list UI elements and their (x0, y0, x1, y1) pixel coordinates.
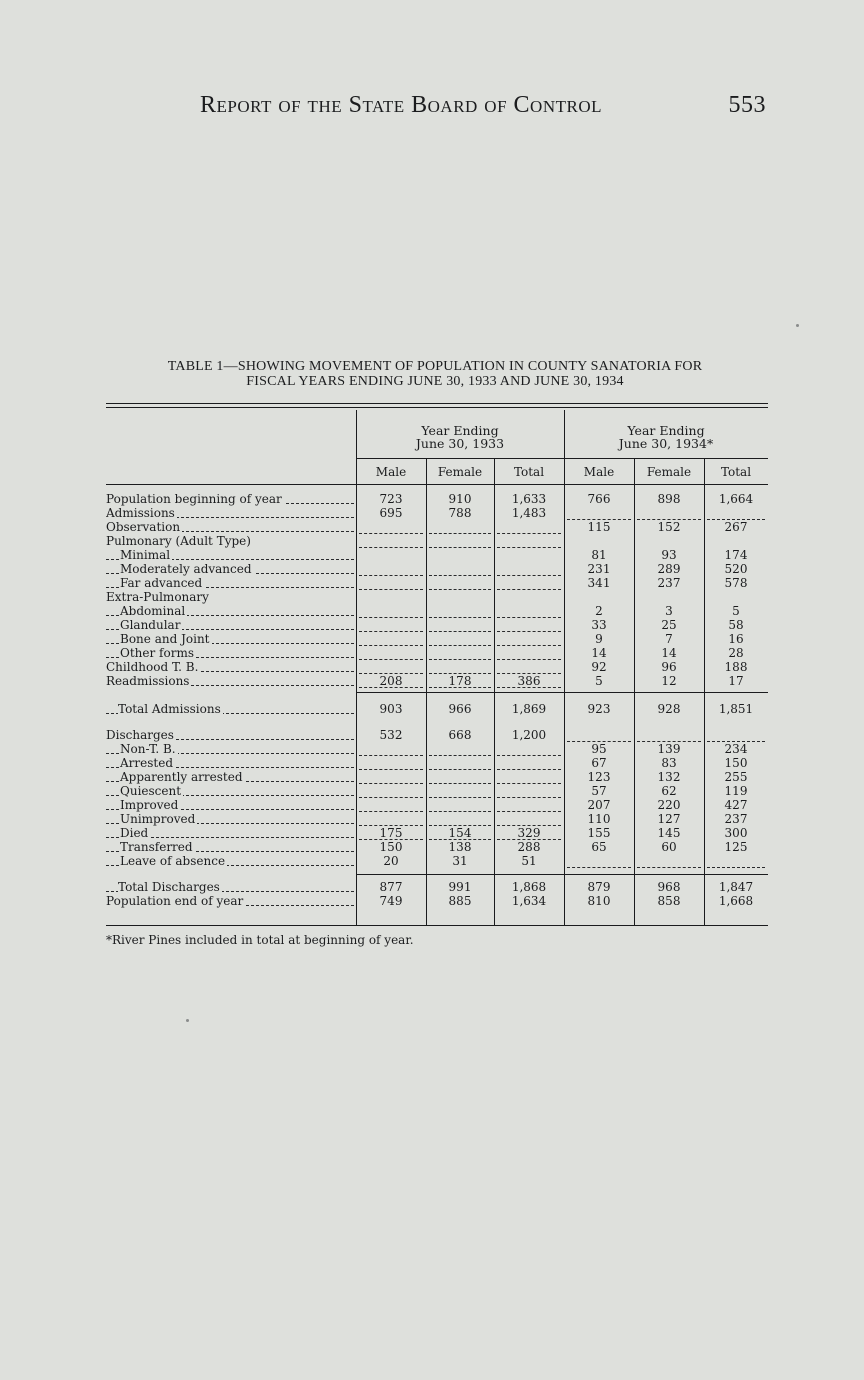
row-label: Population beginning of year (106, 493, 354, 506)
empty-cell-dash (359, 687, 423, 688)
empty-cell-dash (359, 547, 423, 548)
table-cell: 139 (657, 742, 681, 756)
table-cell: 220 (657, 798, 681, 812)
table-cell: 123 (587, 770, 611, 784)
column-header: Female (646, 465, 692, 479)
table-cell: 255 (724, 770, 748, 784)
empty-cell-dash (359, 811, 423, 812)
table-cell: 150 (379, 840, 403, 854)
empty-cell-dash (429, 617, 491, 618)
table-cell: 33 (591, 618, 607, 632)
empty-cell-dash (497, 617, 561, 618)
empty-cell-dash (429, 631, 491, 632)
year-group-header (564, 424, 768, 450)
table-cell: 81 (591, 548, 607, 562)
table-cell: 115 (587, 520, 611, 534)
empty-cell-dash (497, 589, 561, 590)
page-header (200, 92, 766, 126)
table-cell: 723 (379, 492, 403, 506)
table-cell: 766 (587, 492, 611, 506)
empty-cell-dash (429, 769, 491, 770)
table-cell: 877 (379, 880, 403, 894)
table-cell: 110 (587, 812, 611, 826)
table-cell: 749 (379, 894, 403, 908)
table-cell: 668 (448, 728, 472, 742)
row-label: Moderately advanced (106, 563, 354, 576)
table-cell: 31 (452, 854, 468, 868)
column-header: Male (375, 465, 407, 479)
table-cell: 966 (448, 702, 472, 716)
table-cell: 96 (661, 660, 677, 674)
table-cell: 885 (448, 894, 472, 908)
table-cell: 898 (657, 492, 681, 506)
table-cell: 578 (724, 576, 748, 590)
table-cell: 532 (379, 728, 403, 742)
table-cell: 62 (661, 784, 677, 798)
table-cell: 267 (724, 520, 748, 534)
table-cell: 3 (665, 604, 673, 618)
paper-speck (796, 324, 799, 327)
row-label: Population end of year (106, 895, 354, 908)
table-cell: 92 (591, 660, 607, 674)
row-label: Arrested (106, 757, 354, 770)
row-label: Minimal (106, 549, 354, 562)
table-cell: 67 (591, 756, 607, 770)
table-cell: 234 (724, 742, 748, 756)
table-cell: 175 (379, 826, 403, 840)
empty-cell-dash (497, 687, 561, 688)
table-cell: 12 (661, 674, 677, 688)
empty-cell-dash (429, 783, 491, 784)
table-cell: 1,851 (718, 702, 754, 716)
empty-cell-dash (497, 547, 561, 548)
column-header: Total (513, 465, 545, 479)
row-label: Unimproved (106, 813, 354, 826)
empty-cell-dash (497, 575, 561, 576)
column-header-rule (356, 458, 768, 459)
empty-cell-dash (497, 783, 561, 784)
table-cell: 7 (665, 632, 673, 646)
row-label: Glandular (106, 619, 354, 632)
empty-cell-dash (497, 755, 561, 756)
group-header-line-1: Year Ending (627, 423, 705, 438)
discharges-subtotal-rule (356, 874, 768, 875)
table-cell: 2 (595, 604, 603, 618)
table-cell: 237 (657, 576, 681, 590)
row-label: Childhood T. B. (106, 661, 354, 674)
row-label: Bone and Joint (106, 633, 354, 646)
table-cell: 208 (379, 674, 403, 688)
table-cell: 127 (657, 812, 681, 826)
table-cell: 695 (379, 506, 403, 520)
empty-cell-dash (359, 631, 423, 632)
table-cell: 16 (728, 632, 744, 646)
table-cell: 288 (517, 840, 541, 854)
table-cell: 903 (379, 702, 403, 716)
row-label: Died (106, 827, 354, 840)
table-cell: 1,847 (718, 880, 754, 894)
empty-cell-dash (497, 645, 561, 646)
table-cell: 231 (587, 562, 611, 576)
caption-line-2: FISCAL YEARS ENDING JUNE 30, 1933 AND JUNE 30, 1934 (246, 374, 624, 389)
empty-cell-dash (429, 533, 491, 534)
row-label: Improved (106, 799, 354, 812)
table-cell: 386 (517, 674, 541, 688)
table-cell: 58 (728, 618, 744, 632)
empty-cell-dash (429, 575, 491, 576)
empty-cell-dash (359, 755, 423, 756)
table-cell: 991 (448, 880, 472, 894)
table-cell: 93 (661, 548, 677, 562)
table-cell: 928 (657, 702, 681, 716)
row-label: Transferred (106, 841, 354, 854)
table-cell: 237 (724, 812, 748, 826)
table-cell: 83 (661, 756, 677, 770)
table-cell: 9 (595, 632, 603, 646)
table-cell: 155 (587, 826, 611, 840)
table-cell: 174 (724, 548, 748, 562)
year-group-header (356, 424, 564, 450)
table-cell: 150 (724, 756, 748, 770)
column-header: Female (437, 465, 483, 479)
table-cell: 28 (728, 646, 744, 660)
row-label: Admissions (106, 507, 354, 520)
table-cell: 125 (724, 840, 748, 854)
table-cell: 1,668 (718, 894, 754, 908)
row-label: Total Admissions (106, 703, 354, 716)
table-cell: 858 (657, 894, 681, 908)
empty-cell-dash (359, 533, 423, 534)
empty-cell-dash (429, 811, 491, 812)
table-cell: 95 (591, 742, 607, 756)
table-cell: 14 (661, 646, 677, 660)
table-cell: 1,868 (511, 880, 547, 894)
footnote: *River Pines included in total at beginning of year. (106, 933, 414, 947)
empty-cell-dash (637, 867, 701, 868)
empty-cell-dash (429, 797, 491, 798)
table-top-rule (106, 407, 768, 408)
table-cell: 57 (591, 784, 607, 798)
table-cell: 188 (724, 660, 748, 674)
empty-cell-dash (359, 575, 423, 576)
table-cell: 329 (517, 826, 541, 840)
group-header-line-2: June 30, 1933 (415, 436, 505, 451)
table-cell: 178 (448, 674, 472, 688)
empty-cell-dash (497, 659, 561, 660)
empty-cell-dash (497, 811, 561, 812)
table-cell: 132 (657, 770, 681, 784)
paper-speck (186, 1019, 189, 1022)
table-caption (96, 359, 774, 389)
empty-cell-dash (497, 533, 561, 534)
column-header: Male (583, 465, 615, 479)
empty-cell-dash (359, 797, 423, 798)
row-label: Readmissions (106, 675, 354, 688)
row-label: Far advanced (106, 577, 354, 590)
row-label: Total Discharges (106, 881, 354, 894)
empty-cell-dash (429, 589, 491, 590)
caption-line-1: TABLE 1—SHOWING MOVEMENT OF POPULATION IN COUNTY SANATORIA FOR (167, 359, 703, 374)
empty-cell-dash (497, 797, 561, 798)
table-cell: 60 (661, 840, 677, 854)
empty-cell-dash (429, 659, 491, 660)
column-header: Total (720, 465, 752, 479)
table-cell: 207 (587, 798, 611, 812)
table-cell: 520 (724, 562, 748, 576)
admissions-subtotal-rule (356, 692, 768, 693)
table-cell: 1,634 (511, 894, 547, 908)
table-cell: 5 (595, 674, 603, 688)
row-label: Other forms (106, 647, 354, 660)
empty-cell-dash (359, 589, 423, 590)
empty-cell-dash (429, 755, 491, 756)
row-label: Leave of absence (106, 855, 354, 868)
empty-cell-dash (429, 687, 491, 688)
group-header-line-2: June 30, 1934* (618, 436, 714, 451)
page-number: 553 (728, 92, 766, 118)
row-label: Apparently arrested (106, 771, 354, 784)
table-cell: 810 (587, 894, 611, 908)
table-cell: 65 (591, 840, 607, 854)
table-cell: 154 (448, 826, 472, 840)
table-cell: 1,633 (511, 492, 547, 506)
table-cell: 152 (657, 520, 681, 534)
row-label: Discharges (106, 729, 354, 742)
row-label: Observation (106, 521, 354, 534)
table-cell: 300 (724, 826, 748, 840)
empty-cell-dash (497, 769, 561, 770)
table-cell: 968 (657, 880, 681, 894)
table-cell: 25 (661, 618, 677, 632)
table-cell: 427 (724, 798, 748, 812)
table-cell: 14 (591, 646, 607, 660)
table-cell: 17 (728, 674, 744, 688)
table-cell: 119 (724, 784, 748, 798)
table-cell: 910 (448, 492, 472, 506)
header-bottom-rule (106, 484, 768, 485)
group-header-line-1: Year Ending (421, 423, 499, 438)
empty-cell-dash (497, 631, 561, 632)
row-label: Pulmonary (Adult Type) (106, 535, 251, 548)
table-cell: 145 (657, 826, 681, 840)
row-label: Extra-Pulmonary (106, 591, 209, 604)
table-cell: 51 (521, 854, 537, 868)
running-title: Report of the State Board of Control (200, 92, 602, 118)
empty-cell-dash (359, 645, 423, 646)
table-cell: 289 (657, 562, 681, 576)
table-cell: 1,869 (511, 702, 547, 716)
table-cell: 879 (587, 880, 611, 894)
row-label: Abdominal (106, 605, 354, 618)
table-cell: 5 (732, 604, 740, 618)
empty-cell-dash (707, 867, 765, 868)
row-label: Quiescent (106, 785, 354, 798)
table-cell: 923 (587, 702, 611, 716)
table-cell: 1,483 (511, 506, 547, 520)
empty-cell-dash (359, 617, 423, 618)
empty-cell-dash (567, 867, 631, 868)
empty-cell-dash (359, 783, 423, 784)
table-top-rule (106, 403, 768, 404)
table-cell: 138 (448, 840, 472, 854)
empty-cell-dash (359, 659, 423, 660)
table-cell: 788 (448, 506, 472, 520)
empty-cell-dash (429, 645, 491, 646)
table-cell: 1,200 (511, 728, 547, 742)
table-cell: 1,664 (718, 492, 754, 506)
row-label: Non-T. B. (106, 743, 354, 756)
table-cell: 20 (383, 854, 399, 868)
empty-cell-dash (359, 769, 423, 770)
table-bottom-rule (106, 925, 768, 926)
empty-cell-dash (429, 547, 491, 548)
table-cell: 341 (587, 576, 611, 590)
